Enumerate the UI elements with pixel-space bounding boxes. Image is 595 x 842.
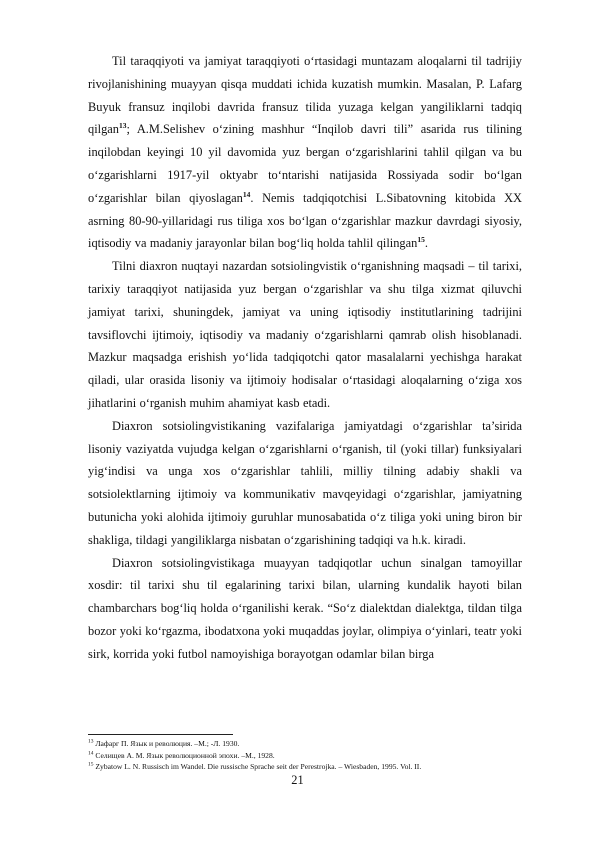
- paragraph-1-text-b: ; A.M.Selishev o‘zining mashhur “Inqilob davri tili” asarida rus tilining inqilobdan keyingi 10 yil davomida yuz bergan o‘zgarishlarini tahlil qilgan va bu o‘zgarishlarni 1917-yil oktyabr to‘ntarishi natijasida Rossiyada sodir bo‘lgan o‘zgarishlar bilan qiyoslagan: [88, 122, 522, 205]
- footnote-14: [88, 750, 522, 762]
- paragraph-1: [88, 50, 522, 255]
- footnote-ref-15[interactable]: 15: [417, 235, 425, 245]
- footnote-ref-13[interactable]: 13: [118, 121, 127, 131]
- page-number: 21: [291, 773, 304, 787]
- footnote-text: Zybatow L. N. Russisch im Wandel. Die russische Sprache seit der Perestrojka. – Wiesbaden, 1995. Vol. II.: [93, 762, 422, 772]
- footnote-13: [88, 738, 522, 750]
- footnote-number: 15: [88, 761, 94, 768]
- paragraph-4: [88, 552, 522, 666]
- footnote-divider: [88, 734, 233, 735]
- footnote-text: Селищев А. М. Язык революционной эпохи. –М., 1928.: [93, 750, 275, 760]
- footnote-ref-14[interactable]: 14: [242, 189, 251, 199]
- paragraph-2-text: Tilni diaxron nuqtayi nazardan sotsiolingvistik o‘rganishning maqsadi – til tarixi, tarixiy taraqqiyot natijasida yuz bergan o‘zgarishlar va shu tilga xizmat qiluvchi jamiyat tarixi, shuningdek, jamiyat va uning iqtisodiy institutlarining tadrijini tavsiflovchi ijtimoiy, iqtisodiy va madaniy o‘zgarishlarni qamrab olish hisoblanadi. Mazkur maqsadga erishish yo‘lida tadqiqotchi qator masalalarni yechishga harakat qiladi, ular orasida lisoniy va ijtimoiy hodisalar o‘rtasidagi aloqalarning o‘ziga xos jihatlarini o‘rganish muhim ahamiyat kasb etadi.: [88, 259, 522, 410]
- footnote-number: 13: [88, 738, 94, 745]
- paragraph-3-text: Diaxron sotsiolingvistikaning vazifalariga jamiyatdagi o‘zgarishlar ta’sirida lisoniy vaziyatda vujudga kelgan o‘zgarishlarni o‘rganish, til (yoki tillar) funksiyalari yig‘indisi va unga xos o‘zgarishlar tahlili, milliy tilning adabiy shakli va sotsiolektlarning ijtimoiy va kommunikativ mavqeyidagi o‘zgarishlar, jamiyatning butunicha yoki alohida ijtimoiy guruhlar munosabatida o‘z tiliga yoki uning biron bir shakliga, tildagi yangiliklarga nisbatan o‘zgarishining tadqiqi va h.k. kiradi.: [88, 418, 522, 547]
- footnote-text: Лафарг П. Язык и революция. –М.; -Л. 1930.: [93, 739, 240, 748]
- footnotes: [88, 738, 522, 773]
- footnote-15: [88, 761, 522, 773]
- paragraph-1-text-a: Til taraqqiyoti va jamiyat taraqqiyoti o‘rtasidagi muntazam aloqalarni til tadrijiy rivojlanishining muayyan qisqa muddati ichida kuzatish mumkin. Masalan, P. Lafarg Buyuk fransuz inqilobi davrida fransuz tilida yuzaga kelgan yangiliklarni tadqiq qilgan: [88, 54, 522, 137]
- page-body: [88, 50, 522, 666]
- paragraph-4-text: Diaxron sotsiolingvistikaga muayyan tadqiqotlar uchun sinalgan tamoyillar xosdir: til tarixi shu til egalarining tarixi bilan, ularning kundalik hayoti bilan chambarchars bog‘liq holda o‘rganilishi kerak. “So‘z dialektdan dialektga, tildan tilga bozor yoki ko‘rgazma, ibodatxona yoki muqaddas joylar, olimpiya o‘yinlari, teatr yoki sirk, korrida yoki futbol namoyishiga borayotgan odamlar bilan birga: [88, 555, 522, 661]
- paragraph-1-text-d: .: [424, 236, 428, 251]
- paragraph-2: [88, 255, 522, 415]
- paragraph-1-text-c: . Nemis tadqiqotchisi L.Sibatovning kitobida XX asrning 80-90-yillaridagi rus tiliga xos bo‘lgan o‘zgarishlar mazkur davrdagi siyosiy, iqtisodiy va madaniy jarayonlar bilan bog‘liq holda tahlil qilingan: [88, 190, 522, 251]
- footnote-number: 14: [88, 750, 94, 757]
- paragraph-3: [88, 415, 522, 552]
